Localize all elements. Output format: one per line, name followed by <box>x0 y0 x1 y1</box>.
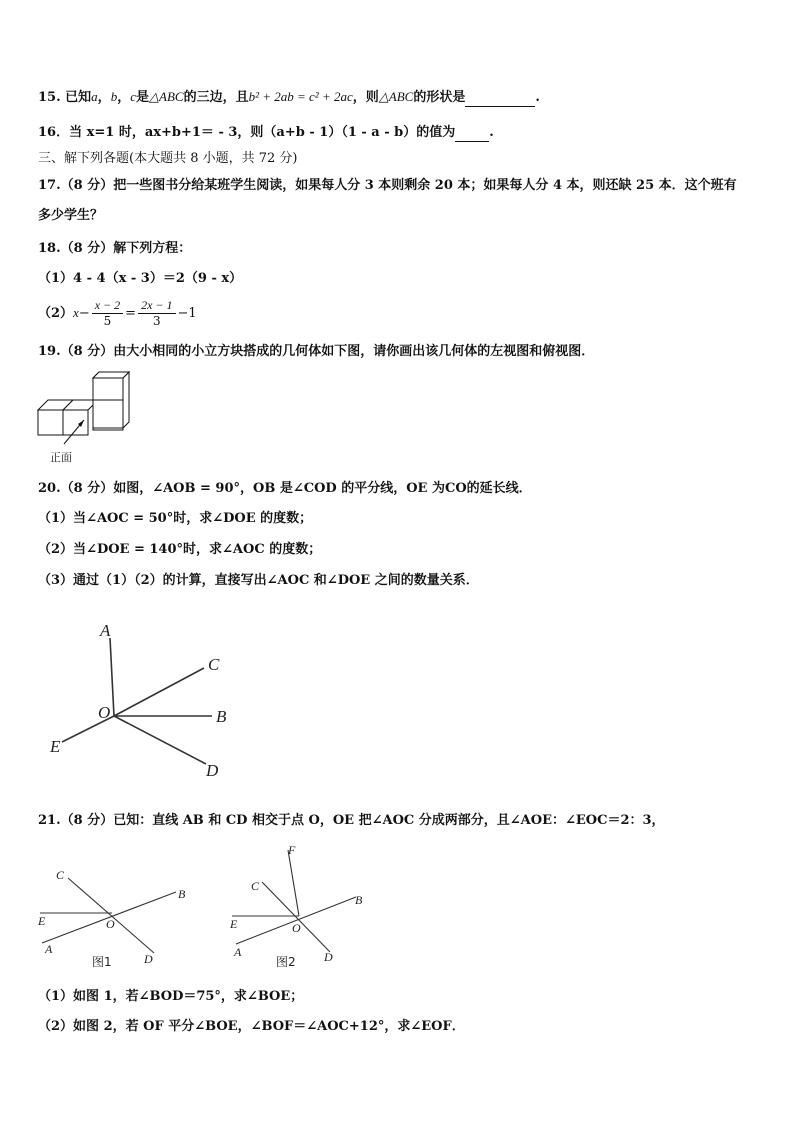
question-15 <box>38 88 540 107</box>
cube-tower-upper <box>93 378 123 400</box>
q18-p2-minus: − <box>78 306 90 321</box>
question-18-title: 18.（8 分）解下列方程： <box>38 241 192 256</box>
front-label: 正面 <box>50 451 72 464</box>
question-21-part-2: （2）如图 2，若 OF 平分∠BOE，∠BOF＝∠AOC+12°，求∠EOF． <box>38 1019 465 1034</box>
q15-var-b: b <box>110 89 118 104</box>
q15-triangle-2: △ABC <box>378 89 414 104</box>
q15-number: 15. <box>38 90 61 105</box>
cube-front-1 <box>38 410 63 435</box>
q15-triangle: △ABC <box>149 89 184 104</box>
label-B: B <box>216 707 227 726</box>
question-16 <box>38 124 494 142</box>
fig1-label-B: B <box>178 887 186 901</box>
label-C: C <box>208 655 220 674</box>
q15-text-2: 是 <box>135 90 149 105</box>
label-E: E <box>50 737 61 756</box>
q15-sep-2: ， <box>117 90 131 105</box>
q15-var-c: c <box>130 89 136 104</box>
q15-var-a: a <box>91 89 98 104</box>
question-18-part-2 <box>38 296 197 331</box>
question-17-line-2: 多少学生？ <box>38 208 104 223</box>
q15-answer-blank[interactable] <box>465 92 535 107</box>
line-CD-fig2 <box>262 882 330 952</box>
q18-p2-tail: −1 <box>177 306 197 321</box>
q15-text-1: 已知 <box>65 90 92 105</box>
fig1-label-O: O <box>106 917 115 931</box>
fig1-label-E: E <box>38 914 46 928</box>
figure-1-q21 <box>34 858 204 973</box>
question-21-stem: 21.（8 分）已知：直线 AB 和 CD 相交于点 O，OE 把∠AOC 分成两部分，且∠AOE：∠EOC＝2：3， <box>38 813 665 828</box>
q18-p2-x: x <box>73 305 79 320</box>
cube-front-2 <box>63 410 88 435</box>
q18-frac2-numerator: 2x − 1 <box>138 298 175 314</box>
fig1-label-C: C <box>56 868 65 882</box>
ray-OF-fig2 <box>288 850 299 916</box>
q15-text-5: 的形状是 <box>413 90 466 105</box>
q18-p2-equals: = <box>125 306 137 321</box>
cube-tower-side <box>123 372 129 428</box>
q18-fraction-2 <box>138 298 175 329</box>
fig1-caption: 图1 <box>92 955 112 969</box>
fig2-label-F: F <box>288 843 296 857</box>
fig2-label-A: A <box>234 945 242 959</box>
q18-fraction-1 <box>92 298 123 329</box>
q18-frac2-denominator: 3 <box>152 314 161 328</box>
question-20-part-3: （3）通过（1）（2）的计算，直接写出∠AOC 和∠DOE 之间的数量关系． <box>38 573 479 588</box>
fig1-label-D: D <box>144 952 153 966</box>
line-CD <box>68 878 154 953</box>
question-18-part-1: （1）4 - 4（x - 3）＝2（9 - x） <box>38 271 243 286</box>
q16-end: . <box>489 125 494 140</box>
question-17-line-1: 17.（8 分）把一些图书分给某班学生阅读，如果每人分 3 本则剩余 20 本；如果每人分 4 本，则还缺 25 本．这个班有 <box>38 178 737 193</box>
q16-text: 16．当 x=1 时，ax+b+1＝ - 3，则（a+b - 1）（1 - a - b）的值为 <box>38 125 456 140</box>
q16-answer-blank[interactable] <box>455 127 489 142</box>
fig2-label-D: D <box>324 950 333 964</box>
label-D: D <box>206 761 219 780</box>
question-19: 19.（8 分）由大小相同的小立方块搭成的几何体如下图，请你画出该几何体的左视图和俯视图． <box>38 344 595 359</box>
fig1-label-A: A <box>45 942 53 956</box>
ray-OC <box>114 668 204 716</box>
label-A: A <box>100 621 111 640</box>
q18-frac1-numerator: x − 2 <box>92 298 123 314</box>
cube-tower-lower <box>93 400 123 428</box>
question-20-part-2: （2）当∠DOE = 140°时，求∠AOC 的度数； <box>38 542 322 557</box>
fig2-caption: 图2 <box>276 955 296 969</box>
figure-2-q21 <box>226 840 376 970</box>
question-21-part-1: （1）如图 1，若∠BOD＝75°，求∠BOE； <box>38 989 304 1004</box>
ray-OD <box>114 716 206 764</box>
angle-figure-q20 <box>40 618 250 783</box>
q15-equation: b² + 2ab = c² + 2ac <box>248 89 353 104</box>
q15-sep-1: ， <box>97 90 111 105</box>
q18-p2-label: （2） <box>38 306 74 321</box>
cube-tower-top <box>93 372 129 378</box>
question-20-part-1: （1）当∠AOC = 50°时，求∠DOE 的度数； <box>38 511 313 526</box>
q15-end: . <box>535 90 540 105</box>
q15-text-4: ，则 <box>352 90 379 105</box>
label-O: O <box>98 703 111 722</box>
cube-figure <box>34 368 134 466</box>
fig2-label-B: B <box>355 893 363 907</box>
fig2-label-C: C <box>251 879 260 893</box>
q15-text-3: 的三边，且 <box>183 90 249 105</box>
fig2-label-E: E <box>230 917 238 931</box>
q18-frac1-denominator: 5 <box>103 314 112 328</box>
ray-OA <box>110 638 114 716</box>
fig2-label-O: O <box>292 921 301 935</box>
section-3-heading: 三、解下列各题(本大题共 8 小题，共 72 分) <box>38 151 298 166</box>
question-20-stem: 20.（8 分）如图，∠AOB = 90°，OB 是∠COD 的平分线，OE 为CO的延长线． <box>38 481 532 496</box>
